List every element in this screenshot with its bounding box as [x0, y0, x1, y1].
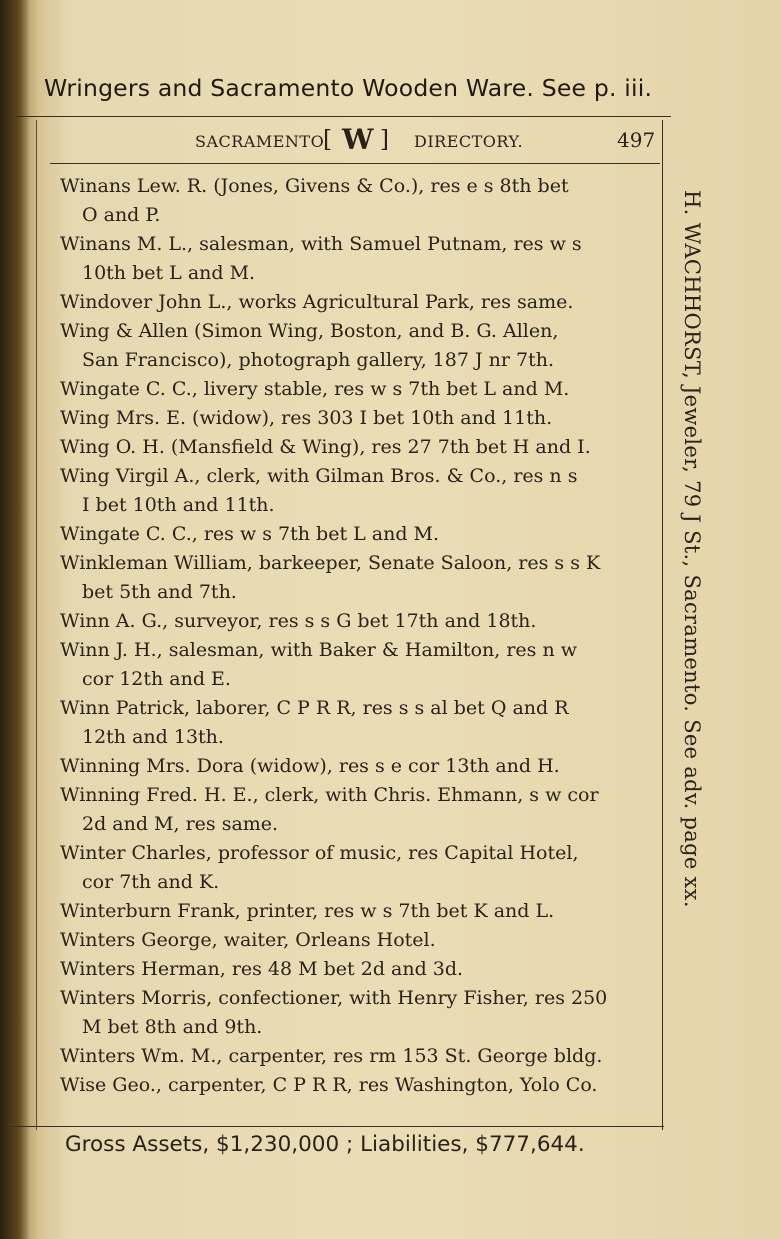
directory-entries [44, 172, 659, 1100]
entry-line-1: Winter Charles, professor of music, res Capital Hotel, [60, 842, 579, 864]
directory-entry [44, 694, 659, 752]
left-rule [36, 120, 37, 1130]
entry-line-1: Winning Mrs. Dora (widow), res s e cor 13th and H. [60, 755, 560, 777]
entry-line-1: Winterburn Frank, printer, res w s 7th bet K and L. [60, 900, 555, 922]
entry-line-1: Winkleman William, barkeeper, Senate Saloon, res s s K [60, 552, 601, 574]
side-advertisement [672, 190, 712, 1050]
side-advertisement-text: H. WACHHORST, Jeweler, 79 J St., Sacramento. See adv. page xx. [680, 190, 704, 908]
entry-line-2: bet 5th and 7th. [82, 581, 237, 603]
directory-entry [44, 172, 659, 230]
entry-line-1: Winters Herman, res 48 M bet 2d and 3d. [60, 958, 464, 980]
top-advertisement: Wringers and Sacramento Wooden Ware. See p. iii. [44, 74, 653, 102]
entry-line-1: Winans M. L., salesman, with Samuel Putnam, res w s [60, 233, 582, 255]
entry-line-1: Winn Patrick, laborer, C P R R, res s s al bet Q and R [60, 697, 569, 719]
directory-entry [44, 926, 659, 955]
entry-line-2: cor 12th and E. [82, 668, 231, 690]
bottom-rule [10, 1126, 664, 1127]
running-head-bracket-close: ] [380, 127, 389, 153]
directory-entry [44, 317, 659, 375]
directory-entry [44, 636, 659, 694]
directory-entry [44, 549, 659, 607]
entry-line-2: I bet 10th and 11th. [82, 494, 275, 516]
entry-line-1: Wing O. H. (Mansfield & Wing), res 27 7th bet H and I. [60, 436, 591, 458]
directory-entry [44, 752, 659, 781]
directory-entry [44, 839, 659, 897]
entry-line-1: Winans Lew. R. (Jones, Givens & Co.), res e s 8th bet [60, 175, 569, 197]
entry-line-1: Wing Mrs. E. (widow), res 303 I bet 10th and 11th. [60, 407, 553, 429]
entry-line-1: Winters Morris, confectioner, with Henry Fisher, res 250 [60, 987, 608, 1009]
directory-entry [44, 288, 659, 317]
running-head-bracket-open: [ [323, 127, 332, 153]
entry-line-2: M bet 8th and 9th. [82, 1016, 263, 1038]
entry-line-2: cor 7th and K. [82, 871, 220, 893]
running-head-directory: DIRECTORY. [414, 132, 524, 151]
directory-entry [44, 1042, 659, 1071]
running-head [190, 123, 658, 157]
head-rule [50, 163, 660, 164]
entry-line-2: O and P. [82, 204, 161, 226]
entry-line-1: Wing & Allen (Simon Wing, Boston, and B. G. Allen, [60, 320, 559, 342]
directory-entry [44, 955, 659, 984]
entry-line-1: Wingate C. C., livery stable, res w s 7th bet L and M. [60, 378, 570, 400]
directory-entry [44, 433, 659, 462]
entry-line-1: Winn A. G., surveyor, res s s G bet 17th and 18th. [60, 610, 537, 632]
directory-entry [44, 375, 659, 404]
directory-entry [44, 607, 659, 636]
top-rule [16, 116, 671, 117]
entry-line-2: 2d and M, res same. [82, 813, 279, 835]
running-head-city: SACRAMENTO [195, 132, 325, 151]
directory-entry [44, 404, 659, 433]
directory-entry [44, 230, 659, 288]
page-number: 497 [617, 128, 656, 152]
directory-entry [44, 897, 659, 926]
entry-line-2: San Francisco), photograph gallery, 187 J nr 7th. [82, 349, 554, 371]
entry-line-2: 12th and 13th. [82, 726, 224, 748]
directory-entry [44, 984, 659, 1042]
directory-entry [44, 462, 659, 520]
entry-line-1: Winn J. H., salesman, with Baker & Hamilton, res n w [60, 639, 577, 661]
directory-entry [44, 781, 659, 839]
running-head-letter: W [342, 123, 374, 156]
directory-entry [44, 520, 659, 549]
book-binding-shadow [0, 0, 30, 1239]
entry-line-1: Winters George, waiter, Orleans Hotel. [60, 929, 436, 951]
entry-line-1: Wise Geo., carpenter, C P R R, res Washington, Yolo Co. [60, 1074, 598, 1096]
entry-line-1: Wing Virgil A., clerk, with Gilman Bros. & Co., res n s [60, 465, 578, 487]
entry-line-1: Windover John L., works Agricultural Park, res same. [60, 291, 574, 313]
entry-line-1: Winters Wm. M., carpenter, res rm 153 St. George bldg. [60, 1045, 603, 1067]
directory-entry [44, 1071, 659, 1100]
entry-line-2: 10th bet L and M. [82, 262, 256, 284]
right-rule [662, 120, 663, 1130]
entry-line-1: Winning Fred. H. E., clerk, with Chris. Ehmann, s w cor [60, 784, 599, 806]
entry-line-1: Wingate C. C., res w s 7th bet L and M. [60, 523, 440, 545]
bottom-advertisement: Gross Assets, $1,230,000 ; Liabilities, $777,644. [65, 1132, 585, 1157]
